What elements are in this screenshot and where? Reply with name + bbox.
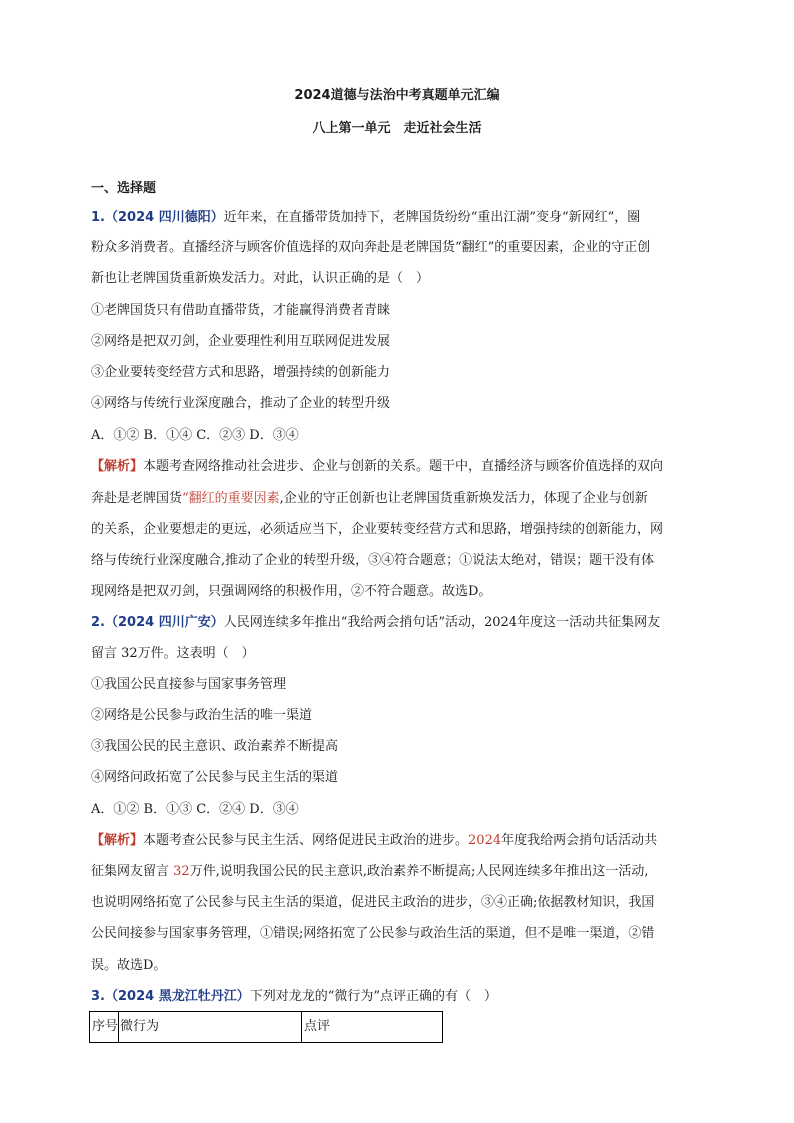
q1-stem-line-3: 新也让老牌国货重新焕发活力。对此，认识正确的是（ ） [91,271,430,286]
q2-analysis-line-5: 误。故选D。 [91,958,167,973]
document-title: 2024道德与法治中考真题单元汇编 [294,88,500,103]
q2-stem-line-2: 留言 32万件。这表明（ ） [91,646,255,661]
table-header-index: 序号 [92,1019,119,1034]
q2-stem-text: 人民网连续多年推出“我给两会捎句话”活动，2024年度这一活动共征集网友 [223,615,661,630]
q2-analysis-text: 征集网友留言 [91,864,174,879]
q1-analysis-text: 本题考查网络推动社会进步、企业与创新的关系。题干中，直播经济与顾客价值选择的双向 [143,459,664,474]
q1-analysis-line-2 [91,490,706,508]
analysis-label: 【解析】 [91,833,144,848]
q2-analysis-line-4: 公民间接参与国家事务管理，①错误;网络拓宽了公民参与政治生活的渠道，但不是唯一渠道，②错 [91,926,655,941]
q1-analysis-line-4: 络与传统行业深度融合,推动了企业的转型升级，③④符合题意；①说法太绝对，错误；题干没有体 [91,553,655,568]
q1-stem-line-1 [91,209,706,227]
q2-option-2: ②网络是公民参与政治生活的唯一渠道 [91,708,313,723]
q1-analysis-line-1 [91,458,706,476]
q2-analysis-highlight: 32 [173,864,190,879]
q2-option-3: ③我国公民的民主意识、政治素养不断提高 [91,739,339,754]
document-subtitle: 八上第一单元 走近社会生活 [312,121,482,136]
table-header-behavior: 微行为 [120,1019,160,1034]
q1-stem-text: 近年来，在直播带货加持下，老牌国货纷纷“重出江湖”变身“新网红”，圈 [223,210,641,225]
q2-choices: A．①② B．①③ C．②④ D．③④ [91,802,299,817]
q2-stem-line-1 [91,614,706,632]
q1-option-1: ①老牌国货只有借助直播带货，才能赢得消费者青睐 [91,303,391,318]
q3-table [89,1011,443,1043]
q2-source: 2.（2024 四川广安） [91,615,224,630]
q1-analysis-line-5: 现网络是把双刃剑，只强调网络的积极作用，②不符合题意。故选D。 [91,584,492,599]
table-divider [301,1012,302,1042]
q2-analysis-text: 本题考查公民参与民主生活、网络促进民主政治的进步。 [143,833,469,848]
q1-stem-line-2: 粉众多消费者。直播经济与顾客价值选择的双向奔赴是老牌国货“翻红”的重要因素，企业的守正创 [91,240,651,255]
q1-choices: A．①② B．①④ C．②③ D．③④ [91,428,299,443]
analysis-label: 【解析】 [91,459,144,474]
q2-analysis-line-3: 也说明网络拓宽了公民参与民主生活的渠道，促进民主政治的进步，③④正确;依据教材知识，我国 [91,895,655,910]
q1-option-4: ④网络与传统行业深度融合，推动了企业的转型升级 [91,396,391,411]
q2-analysis-text: 万件,说明我国公民的民主意识,政治素养不断提高;人民网连续多年推出这一活动, [189,864,649,879]
q3-stem-line-1 [91,988,706,1006]
q1-analysis-text: 奔赴是老牌国货 [91,491,183,506]
q1-analysis-line-3: 的关系，企业要想走的更远，必须适应当下，企业要转变经营方式和思路，增强持续的创新能力，网 [91,522,664,537]
q2-analysis-line-2 [91,863,706,881]
q2-analysis-text: 年度我给两会捎句话活动共 [501,833,658,848]
q3-stem-text: 下列对龙龙的“微行为”点评正确的有（ ） [249,989,497,1004]
q1-option-3: ③企业要转变经营方式和思路，增强持续的创新能力 [91,365,391,380]
q1-analysis-text: ,企业的守正创新也让老牌国货重新焕发活力，体现了企业与创新 [279,491,648,506]
table-header-comment: 点评 [304,1019,331,1034]
q2-analysis-line-1 [91,832,706,850]
q1-source: 1.（2024 四川德阳） [91,210,224,225]
table-divider [118,1012,119,1042]
q1-option-2: ②网络是把双刃剑，企业要理性利用互联网促进发展 [91,334,391,349]
q2-option-4: ④网络问政拓宽了公民参与民主生活的渠道 [91,770,339,785]
q1-analysis-highlight: “翻红的重要因素 [182,491,280,506]
q2-analysis-highlight: 2024 [468,833,502,848]
q2-option-1: ①我国公民直接参与国家事务管理 [91,677,287,692]
section-heading: 一、选择题 [91,181,157,196]
q3-source: 3.（2024 黑龙江牡丹江） [91,989,250,1004]
